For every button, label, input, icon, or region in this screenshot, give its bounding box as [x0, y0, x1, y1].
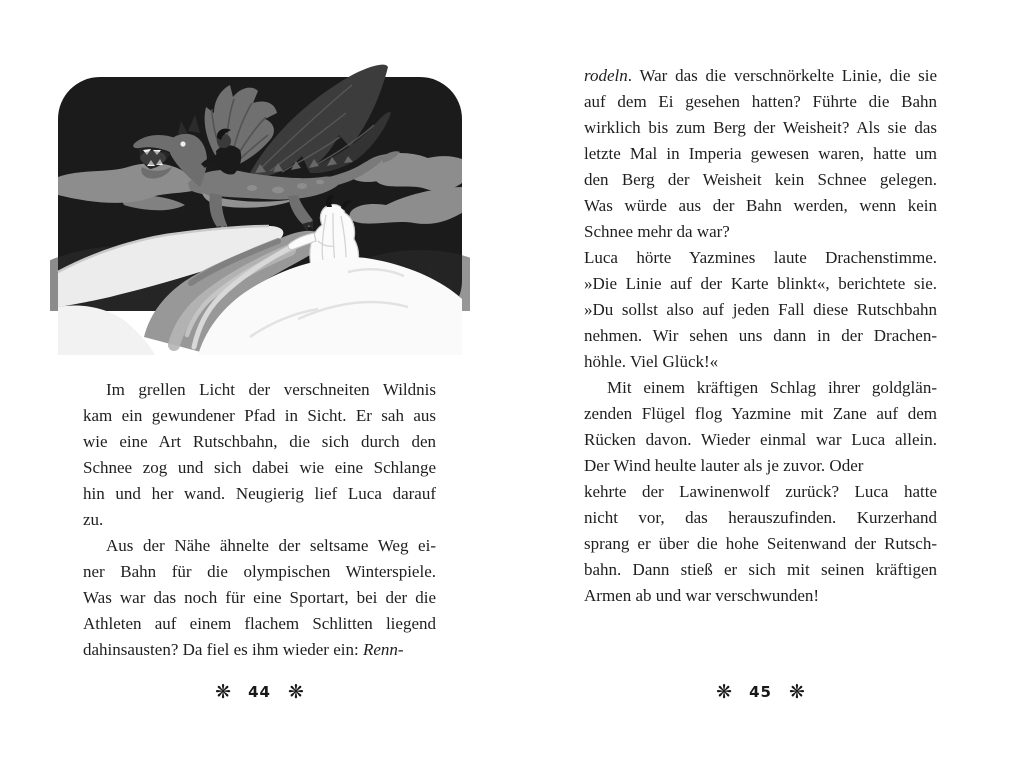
page-number: 44	[248, 683, 271, 701]
snowflake-icon: ❋	[287, 681, 304, 703]
text-line: Im grellen Licht der verschneiten Wildnis	[106, 380, 436, 399]
snowflake-icon: ❋	[215, 681, 232, 703]
text-line: zu.	[83, 510, 104, 529]
text-line: Rücken davon. Wieder einmal war Luca allein.	[584, 430, 937, 449]
page-44-footer	[83, 679, 436, 705]
page-45-text	[584, 63, 937, 609]
text-line: dahinsausten? Da fiel es ihm wieder ein: Renn-	[83, 640, 404, 659]
text-line: »Du sollst also auf jeden Fall diese Rutschbahn	[584, 300, 937, 319]
text-line: Athleten auf einem flachem Schlitten liegend	[83, 614, 436, 633]
text-line: Was war das noch für eine Sportart, bei der die	[83, 588, 436, 607]
page-44-text	[83, 377, 436, 663]
text-line: letzte Mal in Imperia gewesen waren, hatte um	[584, 144, 937, 163]
snowflake-icon: ❋	[788, 681, 805, 703]
illustration-dragon-flight	[50, 55, 470, 355]
text-line: Mit einem kräftigen Schlag ihrer goldglän-	[607, 378, 937, 397]
paragraph	[584, 479, 937, 609]
text-line: Schnee mehr da war?	[584, 222, 730, 241]
paragraph	[584, 63, 937, 245]
snowflake-icon: ❋	[716, 681, 733, 703]
text-line: wirklich bis zum Berg der Weisheit? Als sie das	[584, 118, 937, 137]
paragraph	[83, 533, 436, 663]
text-line: Was würde aus der Bahn werden, wenn kein	[584, 196, 937, 215]
text-line: Luca hörte Yazmines laute Drachenstimme.	[584, 248, 937, 267]
page-45-footer	[584, 679, 937, 705]
text-line: »Die Linie auf der Karte blinkt«, berichtete sie.	[584, 274, 937, 293]
dragon-eye	[180, 141, 185, 146]
text-line: kehrte der Lawinenwolf zurück? Luca hatte	[584, 482, 937, 501]
text-line: wie eine Art Rutschbahn, die sich durch den	[83, 432, 436, 451]
text-line: höhle. Viel Glück!«	[584, 352, 719, 371]
text-line: Schnee zog und sich dabei wie eine Schlange	[83, 458, 436, 477]
text-line: sprang er über die hohe Seitenwand der Rutsch-	[584, 534, 937, 553]
text-line: auf dem Ei gesehen hatten? Führte die Bahn	[584, 92, 937, 111]
text-line: den Berg der Weisheit kein Schnee gelegen.	[584, 170, 937, 189]
paragraph	[584, 245, 937, 375]
text-line: hin und her wand. Neugierig lief Luca darauf	[83, 484, 436, 503]
paragraph	[83, 377, 436, 533]
paragraph	[584, 375, 937, 479]
mouth-glow	[140, 151, 166, 165]
text-line: zenden Flügel flog Yazmine mit Zane auf dem	[584, 404, 937, 423]
text-line: rodeln. War das die verschnörkelte Linie, die sie	[584, 66, 937, 85]
text-line: Aus der Nähe ähnelte der seltsame Weg ei-	[106, 536, 436, 555]
text-line: Der Wind heulte lauter als je zuvor. Oder	[584, 456, 864, 475]
text-line: ner Bahn für die olympischen Winterspiele.	[83, 562, 436, 581]
page-number: 45	[749, 683, 772, 701]
text-line: kam ein gewundener Pfad in Sicht. Er sah aus	[83, 406, 436, 425]
text-line: nehmen. Wir sehen uns dann in der Drachen-	[584, 326, 937, 345]
text-line: bahn. Dann stieß er sich mit seinen kräftigen	[584, 560, 937, 579]
text-line: nicht vor, das herauszufinden. Kurzerhand	[584, 508, 937, 527]
text-line: Armen ab und war verschwunden!	[584, 586, 820, 605]
